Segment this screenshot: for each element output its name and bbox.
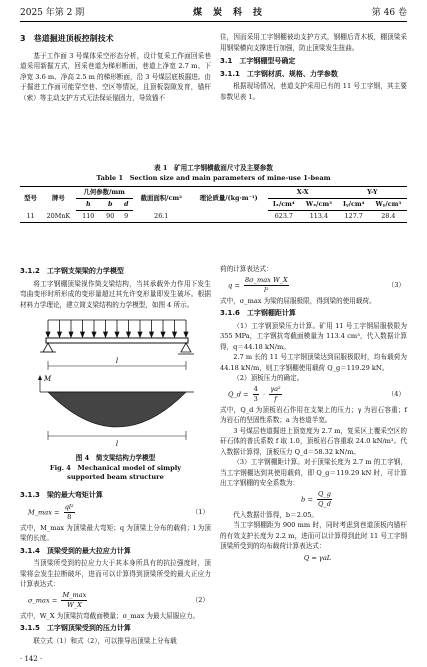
section-heading-3: 3 巷道掘进顶板控制技术 <box>20 34 114 43</box>
equation-numerator: 4 <box>253 384 258 393</box>
load-arrow-head <box>127 332 131 337</box>
table-caption <box>20 163 407 183</box>
paragraph: 住，因而采用工字钢棚被动支护方式，钢棚后背木板，棚顶梁采用钢梁横向支撑进行加强，防止顶梁发生扭曲。 <box>220 33 407 52</box>
table-cell: 623.7 <box>268 211 300 223</box>
paragraph: 式中，Q_d 为顶板岩石作用在支架上的压力；γ 为岩石容重；f 为岩石的坚固性系数；a 为巷道半宽。 <box>220 405 407 424</box>
table-header: Y-Y <box>338 187 407 199</box>
table-header: X-X <box>268 187 338 199</box>
table-header: Iₓ/cm⁴ <box>268 199 300 211</box>
length-label: l <box>115 357 119 365</box>
table-header: b <box>101 199 120 211</box>
table-cell: 28.4 <box>370 211 407 223</box>
paragraph: 当工字钢棚距为 900 mm 时，同时考虑到巷道顶板内锚杆的有效支护长度为 2.2 m，进而可以计算得到此时 11 号工字钢顶梁所受到的均布载荷计算表达式： <box>220 521 407 550</box>
table-header: Iᵧ/cm⁴ <box>338 199 370 211</box>
load-arrow-head <box>46 332 50 337</box>
distributed-load-arrows <box>46 320 188 337</box>
equation-number: （2） <box>191 595 209 604</box>
equation-6 <box>220 553 407 564</box>
table-cell: 110 <box>76 211 101 223</box>
equation-denominator: W_X <box>67 600 82 609</box>
paragraph: 将工字钢棚顶梁视作简支梁结构，当其承载外力作用下发生弯曲变形时所形成的变形量超过其允许变形量即发生破坏。根据材料力学理论，建立简支梁结构的力学模型，如图 4 所示。 <box>20 279 211 309</box>
equation-denominator: l² <box>263 285 269 294</box>
left-column-bottom <box>20 264 211 646</box>
table-cell: 11 <box>20 211 41 223</box>
paragraph: 2.7 m 长的 11 号工字钢顶梁达到屈服极限时，均布载荷为 44.18 kN/m，则工字钢棚使用载荷 Q_g＝119.29 kN。 <box>220 353 407 372</box>
equation-lhs: b = <box>301 495 313 503</box>
table-header: 几何参数/mm <box>76 187 133 199</box>
issue-label: 2025 年第 2 期 <box>20 8 85 18</box>
figure-caption-en: Fig. 4 Mechanical model of simply <box>49 463 182 472</box>
equation-text: Q = γaL <box>303 553 332 562</box>
load-arrow-head <box>115 332 119 337</box>
paragraph: 联立式（1）和式（2），可以推导出顶梁上分布载 <box>33 636 177 645</box>
subsection-heading-3-1-4: 3.1.4 顶梁受到的最大拉应力计算 <box>20 546 131 555</box>
beam-model-figure <box>20 312 211 488</box>
paragraph: 根据现场情况，巷道支护采用已有的 11 号工字钢，其主要参数见表 1。 <box>220 82 407 101</box>
equation-lhs: q = <box>228 281 240 289</box>
load-arrow-head <box>81 332 85 337</box>
table-cell: 90 <box>101 211 120 223</box>
volume-label: 第 46 卷 <box>371 8 407 18</box>
table-cell: 113.4 <box>300 211 338 223</box>
paragraph: （3）工字钢棚距计算。对于顶梁长度为 2.7 m 的工字钢，当工字钢棚达到其使用载荷，即 Q_g＝119.29 kN 时，可计算出工字钢棚的安全系数为： <box>220 458 407 487</box>
equation-lhs: Q_d = <box>228 390 249 398</box>
load-arrow-head <box>173 332 177 337</box>
load-arrow-head <box>69 332 73 337</box>
paragraph: （2）顶板压力的确定。 <box>233 374 304 382</box>
subsection-heading-3-1-6: 3.1.6 工字钢棚距计算 <box>220 309 296 317</box>
table-cell: 20MnK <box>41 211 76 223</box>
table-row <box>20 211 407 223</box>
left-column-top <box>20 32 211 103</box>
table-cell: 9 <box>120 211 133 223</box>
paragraph: 当顶梁所受到的拉应力大于其本身所具有的抗拉强度时，顶梁将会发生拉断破坏，进而可以计算得到顶梁所受的最大正应力计算表达式： <box>20 559 211 588</box>
table-header: Wₓ/cm³ <box>300 199 338 211</box>
equation-denominator: Q_d <box>318 499 331 508</box>
beam <box>46 338 188 343</box>
table-header: h <box>76 199 101 211</box>
equation-1 <box>20 503 211 522</box>
equation-3 <box>220 276 407 295</box>
moment-diagram <box>48 392 186 427</box>
subsection-heading-3-1-3: 3.1.3 梁的最大弯矩计算 <box>20 491 103 499</box>
load-arrow-head <box>184 332 188 337</box>
right-column-top <box>220 32 407 102</box>
header-rule <box>20 21 407 22</box>
load-arrow-head <box>138 332 142 337</box>
table-header: Wᵧ/cm³ <box>370 199 407 211</box>
table-cell <box>190 211 268 223</box>
paragraph: 式中，M_max 为顶梁最大弯矩；q 为顶梁上分布的载荷；l 为顶梁的长度。 <box>20 523 211 542</box>
pin-support <box>43 343 53 352</box>
load-arrow-head <box>92 332 96 337</box>
paragraph: 荷的计算表达式： <box>220 265 273 273</box>
equation-4 <box>220 385 407 404</box>
equation-numerator: Q_g <box>318 489 331 498</box>
equation-numerator: 8σ_max W_X <box>244 275 288 284</box>
equation-numerator: γa² <box>270 384 281 393</box>
figure-caption-cn: 图 4 简支梁结构力学模型 <box>75 454 156 462</box>
equation-lhs: M_max = <box>28 508 60 516</box>
subsection-heading-3-1: 3.1 工字钢棚型号确定 <box>220 57 296 65</box>
equation-denominator: 8 <box>67 512 72 521</box>
beam-diagram <box>26 312 206 462</box>
journal-title: 煤 炭 科 技 <box>193 8 264 18</box>
equation-denominator: f <box>274 394 277 403</box>
roller-support <box>181 343 191 352</box>
paragraph: 基于工作面 3 号煤体采空形态分析，设计复采工作面回采巷道采用新掘方式，回采巷道为梯形断面，巷道上净宽 2.7 m、下净宽 3.6 m、净高 2.5 m 的梯形断面，沿 3 号煤层底板掘进。由于掘进工作面可能穿空巷、空区等情况，且顶板裂隙发育，锚杆（索）等主动支护方式无法保证锚固力，导致锚不 <box>20 51 211 102</box>
subsection-heading-3-1-5: 3.1.5 工字钢顶梁受到的压力计算 <box>20 624 131 632</box>
running-header <box>20 4 407 18</box>
right-column-bottom <box>220 264 407 564</box>
subsection-heading-3-1-1: 3.1.1 工字钢材质、规格、力学参数 <box>220 69 338 78</box>
table-cell: 26.1 <box>133 211 190 223</box>
equation-5 <box>220 490 407 509</box>
length-label-bottom: l <box>115 440 119 448</box>
table-header: 型号 <box>20 187 41 211</box>
load-arrow-head <box>104 332 108 337</box>
parameter-table <box>20 186 407 223</box>
equation-lhs: σ_max = <box>28 596 58 604</box>
equation-numerator: ql² <box>64 502 74 511</box>
load-arrow-head <box>161 332 165 337</box>
table-header: 牌号 <box>41 187 76 211</box>
load-arrow-head <box>150 332 154 337</box>
table-header: d <box>120 199 133 211</box>
figure-caption-en-2: supported beam structure <box>67 473 164 481</box>
equation-operator: · <box>262 390 266 398</box>
load-arrow-head <box>58 332 62 337</box>
table-header: 理论质量/(kg·m⁻¹) <box>190 187 268 211</box>
table-caption-cn: 表 1 矿用工字钢横截面尺寸及主要参数 <box>154 164 273 172</box>
paragraph: 式中，σ_max 为梁的屈服极限，得到梁的使用载荷。 <box>220 296 376 305</box>
equation-numerator: M_max <box>62 590 87 599</box>
table-caption-en: Table 1 Section size and main parameters of mine-use 1-beam <box>96 174 331 182</box>
equation-denominator: 3 <box>253 394 258 403</box>
equation-number: （3） <box>387 280 405 289</box>
equation-2 <box>20 591 211 610</box>
page-number: · 142 · <box>20 655 43 663</box>
paragraph: （1）工字钢顶梁压力计算。矿用 11 号工字钢屈服极限为 355 MPa，工字钢抗弯截面模量为 113.4 cm³，代入数据计算得，q＝44.18 kN/m。 <box>220 321 407 351</box>
paragraph: 代入数据计算得，b＝2.05。 <box>233 510 319 519</box>
table-cell: 127.7 <box>338 211 370 223</box>
moment-axis-label: M <box>44 375 52 383</box>
subsection-heading-3-1-2: 3.1.2 工字钢支架梁的力学模型 <box>20 267 124 275</box>
equation-number: （1） <box>191 507 209 516</box>
paragraph: 3 号煤层巷道掘进上顶宽度为 2.7 m，复采区上覆采空区的矸石体的普氏系数 f 取 1.0，顶板岩石容重取 24.0 kN/m³。代入数据计算得，顶板压力 Q_d＝58.32 kN/m。 <box>220 426 407 456</box>
equation-number: （4） <box>387 389 405 398</box>
paragraph: 式中，W_X 为顶梁抗弯截面模量；σ_max 为最大屈服应力。 <box>20 611 200 620</box>
table-header: 截面面积/cm² <box>133 187 190 211</box>
